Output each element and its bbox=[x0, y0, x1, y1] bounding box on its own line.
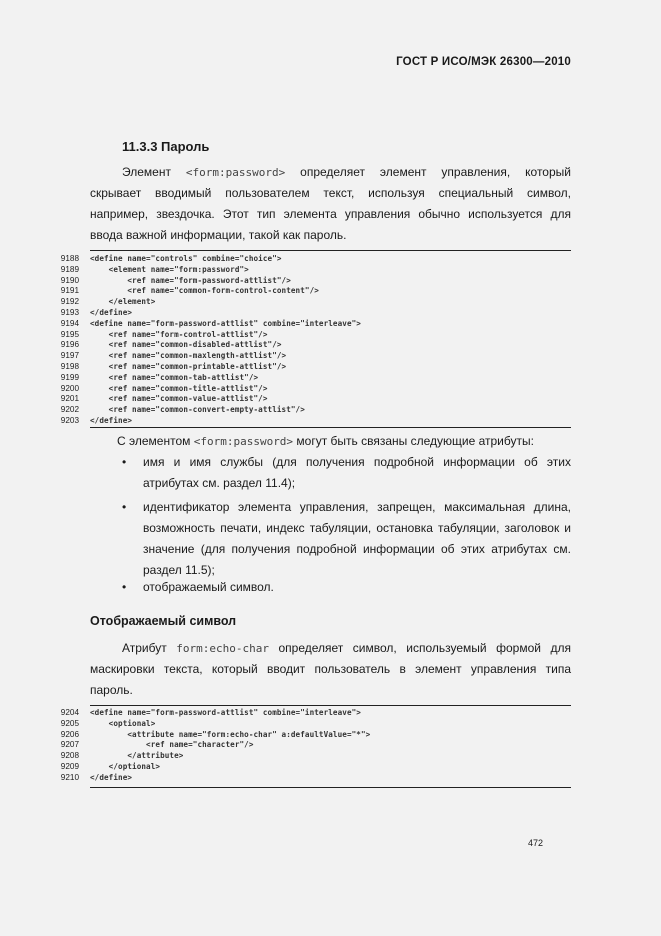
line-number: 9208 bbox=[60, 751, 79, 761]
inline-code-echo-char: form:echo-char bbox=[176, 642, 269, 655]
line-number: 9198 bbox=[60, 361, 79, 371]
line-number: 9202 bbox=[60, 405, 79, 415]
code-text: </define> bbox=[90, 415, 133, 425]
line-number: 9201 bbox=[60, 394, 79, 404]
code-text: <ref name="form-control-attlist"/> bbox=[90, 329, 268, 339]
code-line bbox=[51, 751, 571, 762]
code-text: </define> bbox=[90, 307, 133, 317]
code-block-2 bbox=[51, 708, 571, 784]
code-text: <define name="controls" combine="choice"> bbox=[90, 254, 282, 263]
line-number: 9189 bbox=[60, 264, 79, 274]
code-line bbox=[51, 265, 571, 276]
intro-line-3: например, звездочка. Этот тип элемента управления обычно используется для bbox=[90, 207, 571, 221]
line-number: 9192 bbox=[60, 297, 79, 307]
code-text: <attribute name="form:echo-char" a:defaultValue="*"> bbox=[90, 729, 371, 739]
code-line bbox=[51, 319, 571, 330]
code-line bbox=[51, 719, 571, 730]
inline-code-form-password: <form:password> bbox=[185, 166, 286, 179]
intro-line-2: скрывает вводимый пользователем текст, используя специальный символ, bbox=[90, 186, 571, 200]
line-number: 9205 bbox=[60, 718, 79, 728]
bullet-marker: • bbox=[122, 500, 127, 514]
code-text: <define name="form-password-attlist" combine="interleave"> bbox=[90, 708, 361, 717]
section-title: 11.3.3 Пароль bbox=[122, 139, 210, 154]
line-number: 9210 bbox=[60, 772, 79, 782]
attribute-list-item: имя и имя службы (для получения подробной информации об этих атрибутах см. раздел 11.4); bbox=[143, 455, 571, 490]
intro-paragraph bbox=[90, 162, 571, 246]
line-number: 9197 bbox=[60, 351, 79, 361]
code-text: <ref name="common-maxlength-attlist"/> bbox=[90, 351, 287, 361]
code-line bbox=[51, 373, 571, 384]
code-block-top-rule bbox=[90, 250, 571, 251]
attribute-list-item: отображаемый символ. bbox=[143, 580, 274, 594]
attributes-lead: С элементом <form:password> могут быть связаны следующие атрибуты: bbox=[117, 434, 534, 448]
line-number: 9194 bbox=[60, 318, 79, 328]
intro-line-4: ввода важной информации, такой как пароль. bbox=[90, 228, 347, 242]
code-line bbox=[51, 416, 571, 427]
code-line bbox=[51, 384, 571, 395]
code-text: <optional> bbox=[90, 718, 156, 728]
echo-char-paragraph: Атрибут form:echo-char определяет символ, используемый формой для маскировки текста, который вводит пользователь в элемент управления типа пароль. bbox=[90, 641, 571, 697]
line-number: 9209 bbox=[60, 761, 79, 771]
line-number: 9195 bbox=[60, 329, 79, 339]
code-line bbox=[51, 330, 571, 341]
line-number: 9193 bbox=[60, 307, 79, 317]
code-line bbox=[51, 351, 571, 362]
code-text: <element name="form:password"> bbox=[90, 264, 249, 274]
code-text: <ref name="common-title-attlist"/> bbox=[90, 383, 268, 393]
line-number: 9188 bbox=[60, 254, 79, 263]
line-number: 9207 bbox=[60, 740, 79, 750]
code-block-bottom-rule bbox=[90, 427, 571, 428]
code-text: <define name="form-password-attlist" combine="interleave"> bbox=[90, 318, 361, 328]
code-block-top-rule bbox=[90, 705, 571, 706]
attribute-list-item: идентификатор элемента управления, запрещен, максимальная длина, возможность печати, индекс табуляции, остановка табуляции, заголовок и значение (для получения подробной информации об этих атрибутах см. раздел 11.5); bbox=[143, 500, 571, 577]
code-line bbox=[51, 308, 571, 319]
code-line bbox=[51, 762, 571, 773]
line-number: 9203 bbox=[60, 415, 79, 425]
document-header: ГОСТ Р ИСО/МЭК 26300—2010 bbox=[396, 56, 571, 68]
code-text: </element> bbox=[90, 297, 156, 307]
inline-code-form-password: <form:password> bbox=[193, 435, 294, 448]
page-number: 472 bbox=[528, 838, 544, 848]
intro-line-1: Элемент <form:password> определяет элемент управления, который bbox=[122, 165, 571, 179]
code-block-1 bbox=[51, 254, 571, 427]
code-line bbox=[51, 254, 571, 265]
code-text: <ref name="common-disabled-attlist"/> bbox=[90, 340, 282, 350]
code-line bbox=[51, 340, 571, 351]
line-number: 9199 bbox=[60, 372, 79, 382]
code-line bbox=[51, 730, 571, 741]
code-text: </optional> bbox=[90, 761, 161, 771]
code-line bbox=[51, 276, 571, 287]
line-number: 9200 bbox=[60, 383, 79, 393]
subsection-title: Отображаемый символ bbox=[90, 614, 237, 628]
code-line bbox=[51, 297, 571, 308]
code-text: <ref name="common-convert-empty-attlist"/> bbox=[90, 405, 305, 415]
line-number: 9196 bbox=[60, 340, 79, 350]
code-text: </attribute> bbox=[90, 751, 184, 761]
line-number: 9206 bbox=[60, 729, 79, 739]
code-line bbox=[51, 405, 571, 416]
code-line bbox=[51, 362, 571, 373]
code-block-bottom-rule bbox=[90, 787, 571, 788]
code-line bbox=[51, 394, 571, 405]
code-text: <ref name="common-value-attlist"/> bbox=[90, 394, 268, 404]
line-number: 9191 bbox=[60, 286, 79, 296]
code-line bbox=[51, 708, 571, 719]
bullet-marker: • bbox=[122, 580, 127, 594]
code-line bbox=[51, 286, 571, 297]
code-line bbox=[51, 740, 571, 751]
bullet-marker: • bbox=[122, 455, 127, 469]
line-number: 9204 bbox=[60, 708, 79, 717]
code-text: <ref name="common-printable-attlist"/> bbox=[90, 361, 287, 371]
code-text: <ref name="form-password-attlist"/> bbox=[90, 275, 291, 285]
code-text: <ref name="common-tab-attlist"/> bbox=[90, 372, 259, 382]
code-text: <ref name="character"/> bbox=[90, 740, 254, 750]
line-number: 9190 bbox=[60, 275, 79, 285]
code-text: </define> bbox=[90, 772, 133, 782]
code-line bbox=[51, 773, 571, 784]
code-text: <ref name="common-form-control-content"/> bbox=[90, 286, 319, 296]
